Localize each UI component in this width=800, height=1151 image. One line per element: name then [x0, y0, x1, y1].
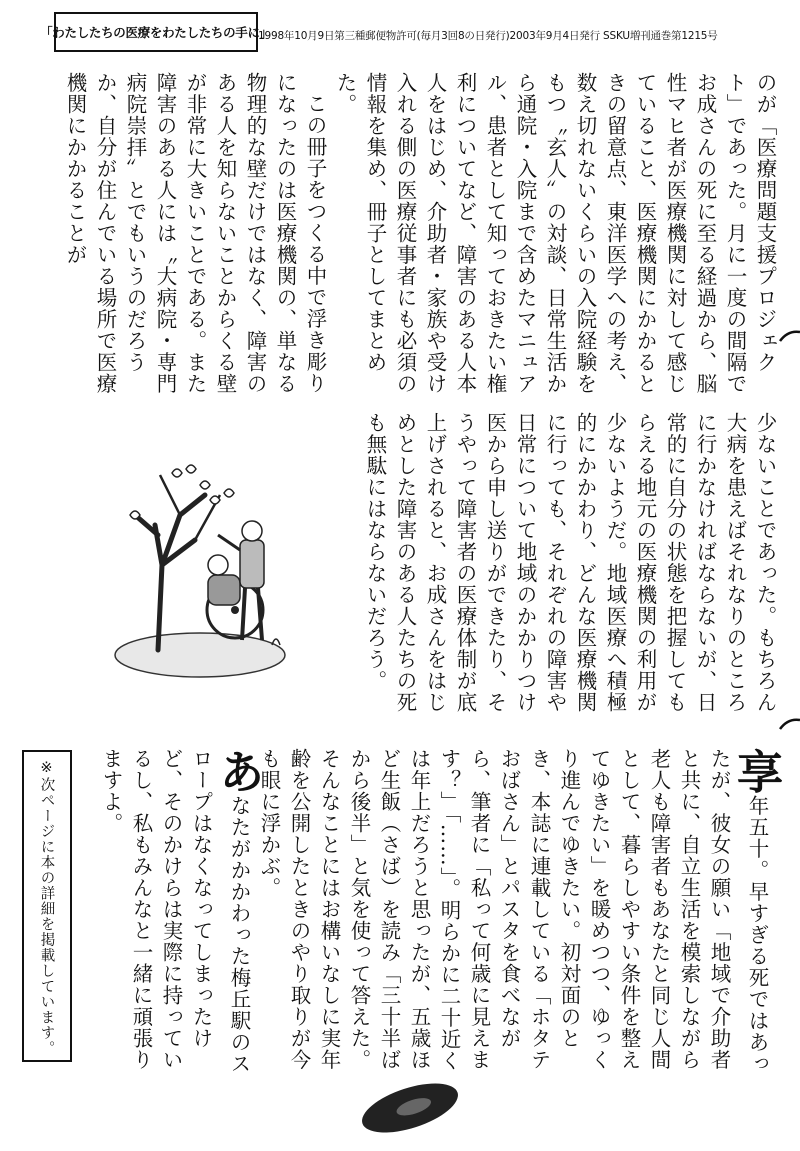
page-number-badge: [356, 1078, 464, 1132]
article-column-upper-left: [63, 72, 330, 402]
article-column-lower-right: [257, 748, 784, 1078]
article-column-middle: [340, 412, 780, 722]
drop-cap: あ: [212, 748, 266, 795]
article-column-lower-left: [82, 748, 266, 1078]
page-edge-mark: [778, 718, 800, 730]
drop-cap: 享: [730, 748, 784, 795]
article-paragraph: あなたがかかわった梅丘駅のスロープはなくなってしまったけど、そのかけらは実際に持っているし、私もみんなと一緒に頑張りますよ。: [99, 748, 266, 1075]
article-paragraph: 享年五十。早すぎる死ではあったが、彼女の願い「地域で介助者と共に、自立生活を模索しながら老人も障害者もあなたと同じ人間として、暮らしやすい条件を整えてゆきたい」を暖めつつ、ゆっくり進んでゆきたい。初対面のとき、本誌に連載している「ホタテおばさん」とパスタを食べながら、筆者に「私って何歳に見えます？」「……」。明らかに二十近くは年上だろうと思ったが、五歳ほど生飯（さば）を読み「三十半ばから後半」と気を使って答えた。そんなことにはお構いなしに実年齢を公開したときのやり取りが今も眼に浮かぶ。: [257, 748, 784, 1075]
article-paragraph: 少ないことであった。もちろん大病を患えばそれなりのところに行かなければならないが、日常的に自分の状態を把握してもらえる地元の医療機関の利用が少ないようだ。地域医療へ積極的にかかわり、どんな医療機関に行っても、それぞれの障害や日常について地域のかかりつけ医から申し送りができたり、そうやって障害者の医療体制が底上げされると、お成さんをはじめとした障害のある人たちの死も無駄にはならないだろう。: [363, 412, 777, 713]
article-column-upper-right: [333, 72, 780, 402]
tree-wheelchair-illustration: [100, 455, 300, 685]
page-edge-mark: [778, 330, 800, 342]
series-title: 「わたしたちの医療をわたしたちの手に」: [54, 12, 258, 52]
next-page-note: ※次ページに本の詳細を掲載しています。: [22, 750, 72, 1062]
article-paragraph: のが「医療問題支援プロジェクト」であった。月に一度の間隔でお成さんの死に至る経過から、脳性マヒ者が医療機関に対して感じていること、医療機関にかかるときの留意点、東洋医学への考え、数え切れないくらいの入院経験をもつ〝玄人〟の対談、日常生活から通院・入院まで含めたマニュアル、患者として知っておきたい権利についてなど、障害のある人本人をはじめ、介助者・家族や受け入れる側の医療従事者にも必須の情報を集め、冊子としてまとめた。: [333, 72, 777, 395]
article-paragraph: この冊子をつくる中で浮き彫りになったのは医療機関の、単なる物理的な壁だけではなく、障害のある人を知らないことからくる壁が非常に大きいことである。また障害のある人には〝大病院・専門病院崇拝〟とでもいうのだろうか、自分が住んでいる場所で医療機関にかかることが: [63, 72, 327, 395]
publication-info: 1998年10月9日第三種郵便物許可(毎月3回8の日発行)2003年9月4日発行 SSKU増刊通巻第1215号: [258, 30, 718, 42]
